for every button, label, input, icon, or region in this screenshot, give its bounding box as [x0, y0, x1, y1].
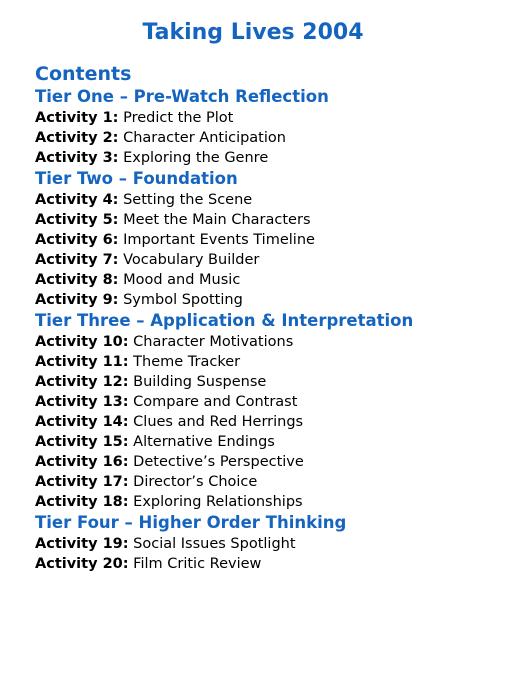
activity-entry: [35, 412, 495, 432]
activity-title: Mood and Music: [123, 272, 241, 288]
activity-title: Compare and Contrast: [133, 394, 298, 410]
activity-number: Activity 1:: [35, 110, 119, 126]
activity-title: Character Anticipation: [123, 130, 286, 146]
activity-entry: [35, 432, 495, 452]
activity-entry: [35, 534, 495, 554]
tier-section: [35, 310, 495, 512]
activity-title: Alternative Endings: [133, 434, 275, 450]
activity-entry: [35, 190, 495, 210]
activity-title: Theme Tracker: [133, 354, 241, 370]
activity-number: Activity 15:: [35, 434, 129, 450]
tier-list: [35, 86, 495, 574]
activity-number: Activity 9:: [35, 292, 119, 308]
activity-title: Symbol Spotting: [123, 292, 243, 308]
activity-entry: [35, 148, 495, 168]
activity-entry: [35, 210, 495, 230]
activity-title: Predict the Plot: [123, 110, 234, 126]
activity-entry: [35, 492, 495, 512]
document-title: Taking Lives 2004: [142, 20, 364, 45]
activity-entry: [35, 472, 495, 492]
activity-number: Activity 2:: [35, 130, 119, 146]
activity-number: Activity 3:: [35, 150, 119, 166]
tier-heading: Tier Three – Application & Interpretation: [35, 311, 414, 330]
activity-number: Activity 6:: [35, 232, 119, 248]
activity-title: Film Critic Review: [133, 556, 262, 572]
activity-title: Building Suspense: [133, 374, 267, 390]
activity-entry: [35, 230, 495, 250]
activity-number: Activity 20:: [35, 556, 129, 572]
activity-number: Activity 4:: [35, 192, 119, 208]
activity-entry: [35, 108, 495, 128]
activity-entry: [35, 554, 495, 574]
activity-number: Activity 17:: [35, 474, 129, 490]
activity-entry: [35, 372, 495, 392]
activity-title: Vocabulary Builder: [123, 252, 260, 268]
tier-heading: Tier One – Pre-Watch Reflection: [35, 87, 329, 106]
activity-number: Activity 8:: [35, 272, 119, 288]
tier-heading: Tier Two – Foundation: [35, 169, 238, 188]
activity-number: Activity 16:: [35, 454, 129, 470]
activity-title: Clues and Red Herrings: [133, 414, 304, 430]
activity-number: Activity 19:: [35, 536, 129, 552]
activity-number: Activity 10:: [35, 334, 129, 350]
activity-title: Meet the Main Characters: [123, 212, 311, 228]
activity-entry: [35, 270, 495, 290]
activity-entry: [35, 452, 495, 472]
activity-entry: [35, 290, 495, 310]
contents-heading: Contents: [35, 63, 132, 85]
tier-section: [35, 86, 495, 168]
table-of-contents: [35, 62, 495, 574]
activity-number: Activity 13:: [35, 394, 129, 410]
activity-title: Social Issues Spotlight: [133, 536, 296, 552]
activity-title: Detective’s Perspective: [133, 454, 304, 470]
activity-entry: [35, 250, 495, 270]
activity-entry: [35, 352, 495, 372]
activity-entry: [35, 332, 495, 352]
activity-number: Activity 18:: [35, 494, 129, 510]
activity-title: Exploring the Genre: [123, 150, 269, 166]
tier-heading: Tier Four – Higher Order Thinking: [35, 513, 347, 532]
activity-number: Activity 7:: [35, 252, 119, 268]
activity-number: Activity 5:: [35, 212, 119, 228]
activity-title: Important Events Timeline: [123, 232, 315, 248]
activity-entry: [35, 128, 495, 148]
activity-title: Director’s Choice: [133, 474, 258, 490]
activity-title: Character Motivations: [133, 334, 294, 350]
activity-number: Activity 11:: [35, 354, 129, 370]
tier-section: [35, 168, 495, 310]
activity-number: Activity 14:: [35, 414, 129, 430]
activity-title: Setting the Scene: [123, 192, 253, 208]
activity-title: Exploring Relationships: [133, 494, 303, 510]
tier-section: [35, 512, 495, 574]
activity-number: Activity 12:: [35, 374, 129, 390]
activity-entry: [35, 392, 495, 412]
